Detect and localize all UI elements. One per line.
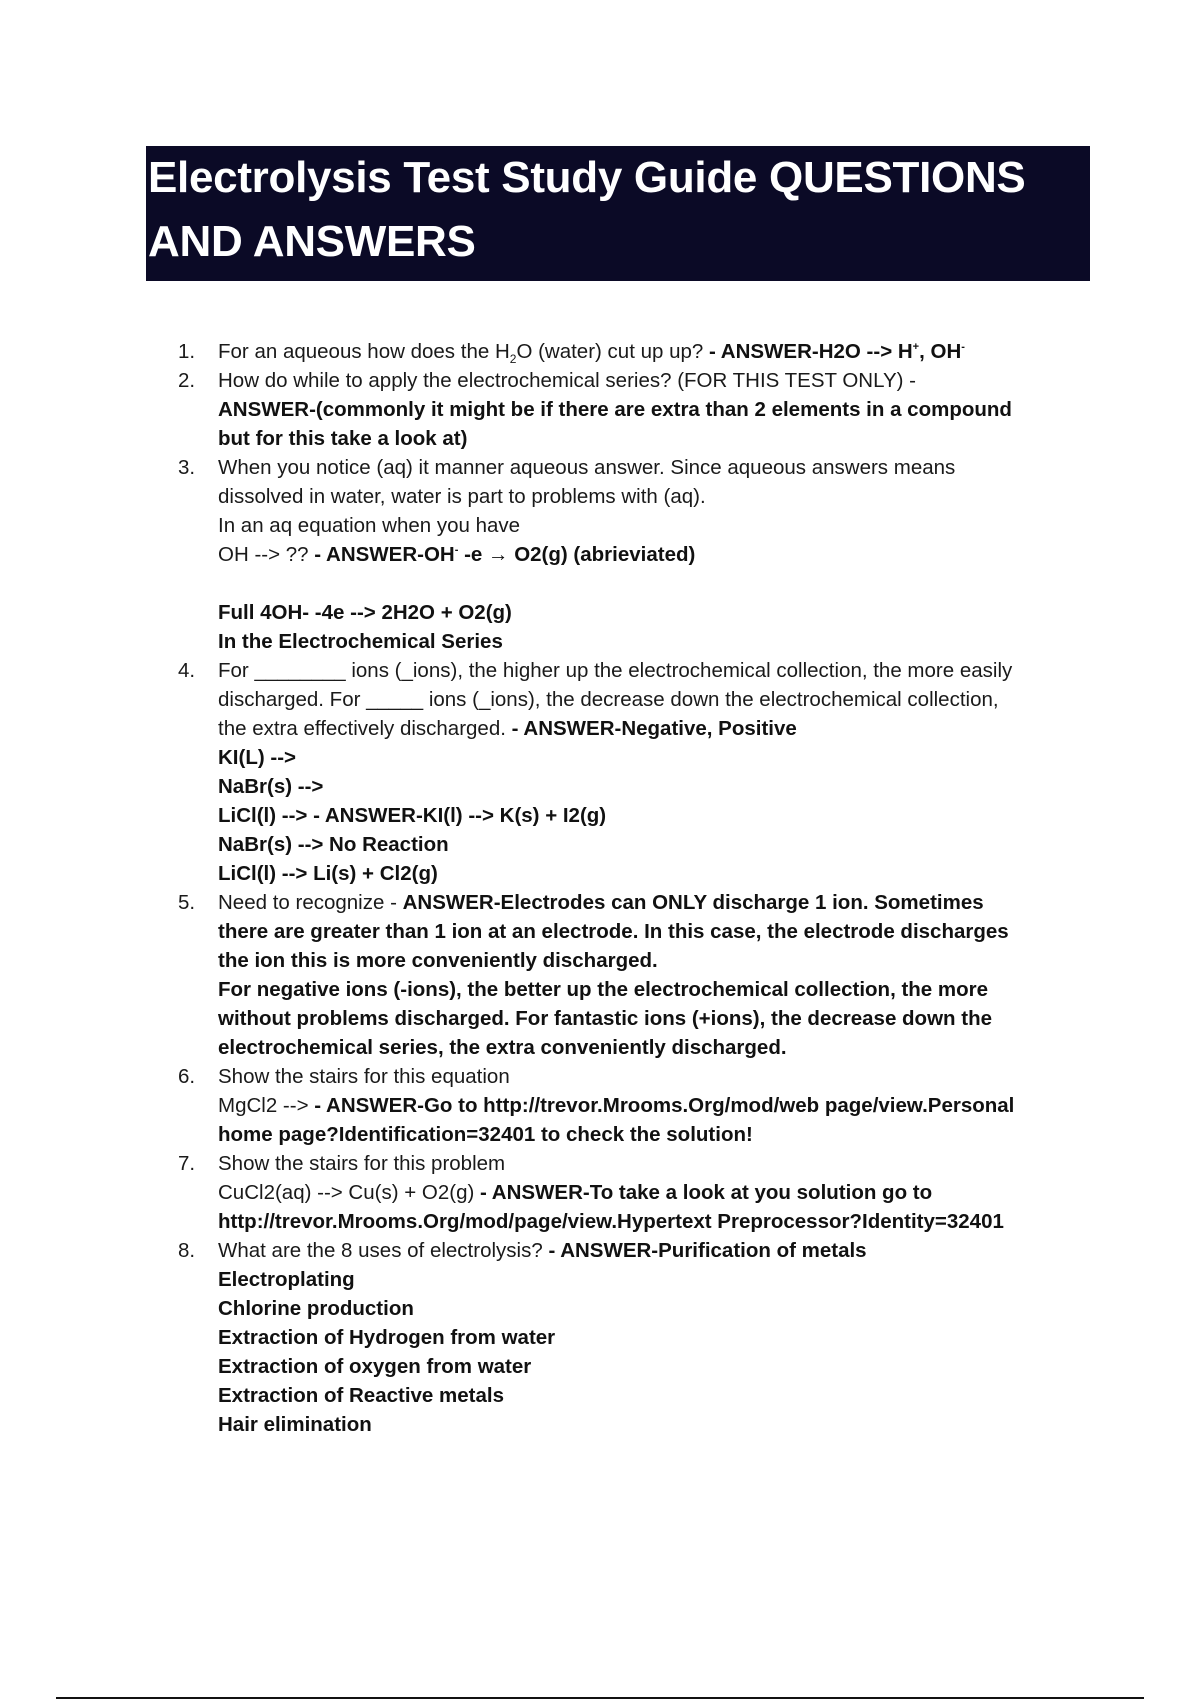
answer-text: Hair elimination: [218, 1413, 372, 1436]
question-text: MgCl2 -->: [218, 1094, 315, 1117]
answer-text: Extraction of Hydrogen from water: [218, 1326, 556, 1349]
title-line-2: AND ANSWERS: [148, 217, 476, 266]
answer-text: Extraction of Reactive metals: [218, 1384, 504, 1407]
question-line: [218, 1236, 1098, 1265]
question-number: 8.: [178, 1239, 196, 1262]
answer-text: but for this take a look at): [218, 427, 468, 450]
answer-text: LiCl(l) --> - ANSWER-KI(l) --> K(s) + I2(g): [218, 804, 607, 827]
question-item-1: [178, 337, 1098, 366]
answer-text: For negative ions (-ions), the better up the electrochemical collection, the more: [218, 978, 989, 1001]
question-text: Show the stairs for this equation: [218, 1065, 510, 1088]
question-text: For ________ ions (_ions), the higher up the electrochemical collection, the more easily: [218, 659, 1013, 682]
question-number: 7.: [178, 1152, 196, 1175]
question-text: Show the stairs for this problem: [218, 1152, 506, 1175]
question-text: discharged. For _____ ions (_ions), the decrease down the electrochemical collection,: [218, 688, 999, 711]
question-line: [218, 1178, 1098, 1207]
answer-text: - ANSWER-Negative, Positive: [511, 717, 797, 740]
question-text: For an aqueous how does the H: [218, 340, 510, 363]
superscript: -: [961, 341, 965, 354]
document-title: [146, 146, 1090, 281]
answer-text: KI(L) -->: [218, 746, 296, 769]
question-text: CuCl2(aq) --> Cu(s) + O2(g): [218, 1181, 481, 1204]
question-item-3: [178, 453, 1098, 656]
question-item-8: [178, 1236, 1098, 1439]
question-item-7: [178, 1149, 1098, 1236]
answer-text: [709, 340, 965, 363]
answer-text: - ANSWER-Purification of metals: [548, 1239, 867, 1262]
answer-text: - ANSWER-To take a look at you solution go to: [480, 1181, 933, 1204]
superscript: +: [912, 341, 920, 354]
answer-text: - ANSWER-Go to http://trevor.Mrooms.Org/mod/web page/view.Personal: [314, 1094, 1015, 1117]
question-item-4: [178, 656, 1098, 888]
footer-divider: [56, 1697, 1144, 1699]
question-text: the extra effectively discharged.: [218, 717, 512, 740]
question-item-2: [178, 366, 1098, 453]
question-list: [178, 337, 1098, 1439]
question-number: 3.: [178, 456, 196, 479]
question-text: What are the 8 uses of electrolysis?: [218, 1239, 549, 1262]
question-line: [218, 714, 1098, 743]
question-text: dissolved in water, water is part to problems with (aq).: [218, 485, 706, 508]
answer-text: Extraction of oxygen from water: [218, 1355, 532, 1378]
question-line: [218, 1091, 1098, 1120]
superscript: -: [454, 544, 459, 557]
question-number: 2.: [178, 369, 196, 392]
answer-text: NaBr(s) --> No Reaction: [218, 833, 449, 856]
answer-text: LiCl(l) --> Li(s) + Cl2(g): [218, 862, 438, 885]
question-text: When you notice (aq) it manner aqueous answer. Since aqueous answers means: [218, 456, 956, 479]
answer-text: without problems discharged. For fantastic ions (+ions), the decrease down the: [218, 1007, 992, 1030]
question-item-5: [178, 888, 1098, 1062]
question-number: 5.: [178, 891, 196, 914]
question-line: [218, 337, 1098, 366]
answer-part: - ANSWER-H2O --> H: [709, 340, 913, 363]
answer-text: http://trevor.Mrooms.Org/mod/page/view.Hypertext Preprocessor?Identity=32401: [218, 1210, 1004, 1233]
question-number: 1.: [178, 340, 196, 363]
answer-text: electrochemical series, the extra conveniently discharged.: [218, 1036, 787, 1059]
answer-text: NaBr(s) -->: [218, 775, 324, 798]
title-line-1: Electrolysis Test Study Guide QUESTIONS: [148, 153, 1026, 202]
answer-text: [314, 543, 695, 566]
answer-text: ANSWER-(commonly it might be if there are extra than 2 elements in a compound: [218, 398, 1012, 421]
question-number: 4.: [178, 659, 196, 682]
question-line: [218, 540, 1098, 569]
question-line: [218, 888, 1098, 917]
question-item-6: [178, 1062, 1098, 1149]
question-text: O (water) cut up up?: [516, 340, 709, 363]
question-text: In an aq equation when you have: [218, 514, 521, 537]
blank-line: [218, 569, 1098, 598]
question-text: OH --> ??: [218, 543, 315, 566]
answer-text: In the Electrochemical Series: [218, 630, 503, 653]
answer-part: , OH: [919, 340, 962, 363]
question-number: 6.: [178, 1065, 196, 1088]
answer-text: home page?Identification=32401 to check the solution!: [218, 1123, 753, 1146]
answer-text: Chlorine production: [218, 1297, 414, 1320]
answer-text: Electroplating: [218, 1268, 355, 1291]
question-text: How do while to apply the electrochemical series? (FOR THIS TEST ONLY) -: [218, 369, 917, 392]
answer-part: -e → O2(g) (abrieviated): [458, 543, 696, 566]
answer-text: there are greater than 1 ion at an electrode. In this case, the electrode discharges: [218, 920, 1009, 943]
answer-text: ANSWER-Electrodes can ONLY discharge 1 ion. Sometimes: [402, 891, 984, 914]
subscript: 2: [509, 352, 517, 367]
answer-part: - ANSWER-OH: [314, 543, 455, 566]
answer-text: Full 4OH- -4e --> 2H2O + O2(g): [218, 601, 512, 624]
question-text: Need to recognize -: [218, 891, 403, 914]
answer-text: the ion this is more conveniently discharged.: [218, 949, 658, 972]
